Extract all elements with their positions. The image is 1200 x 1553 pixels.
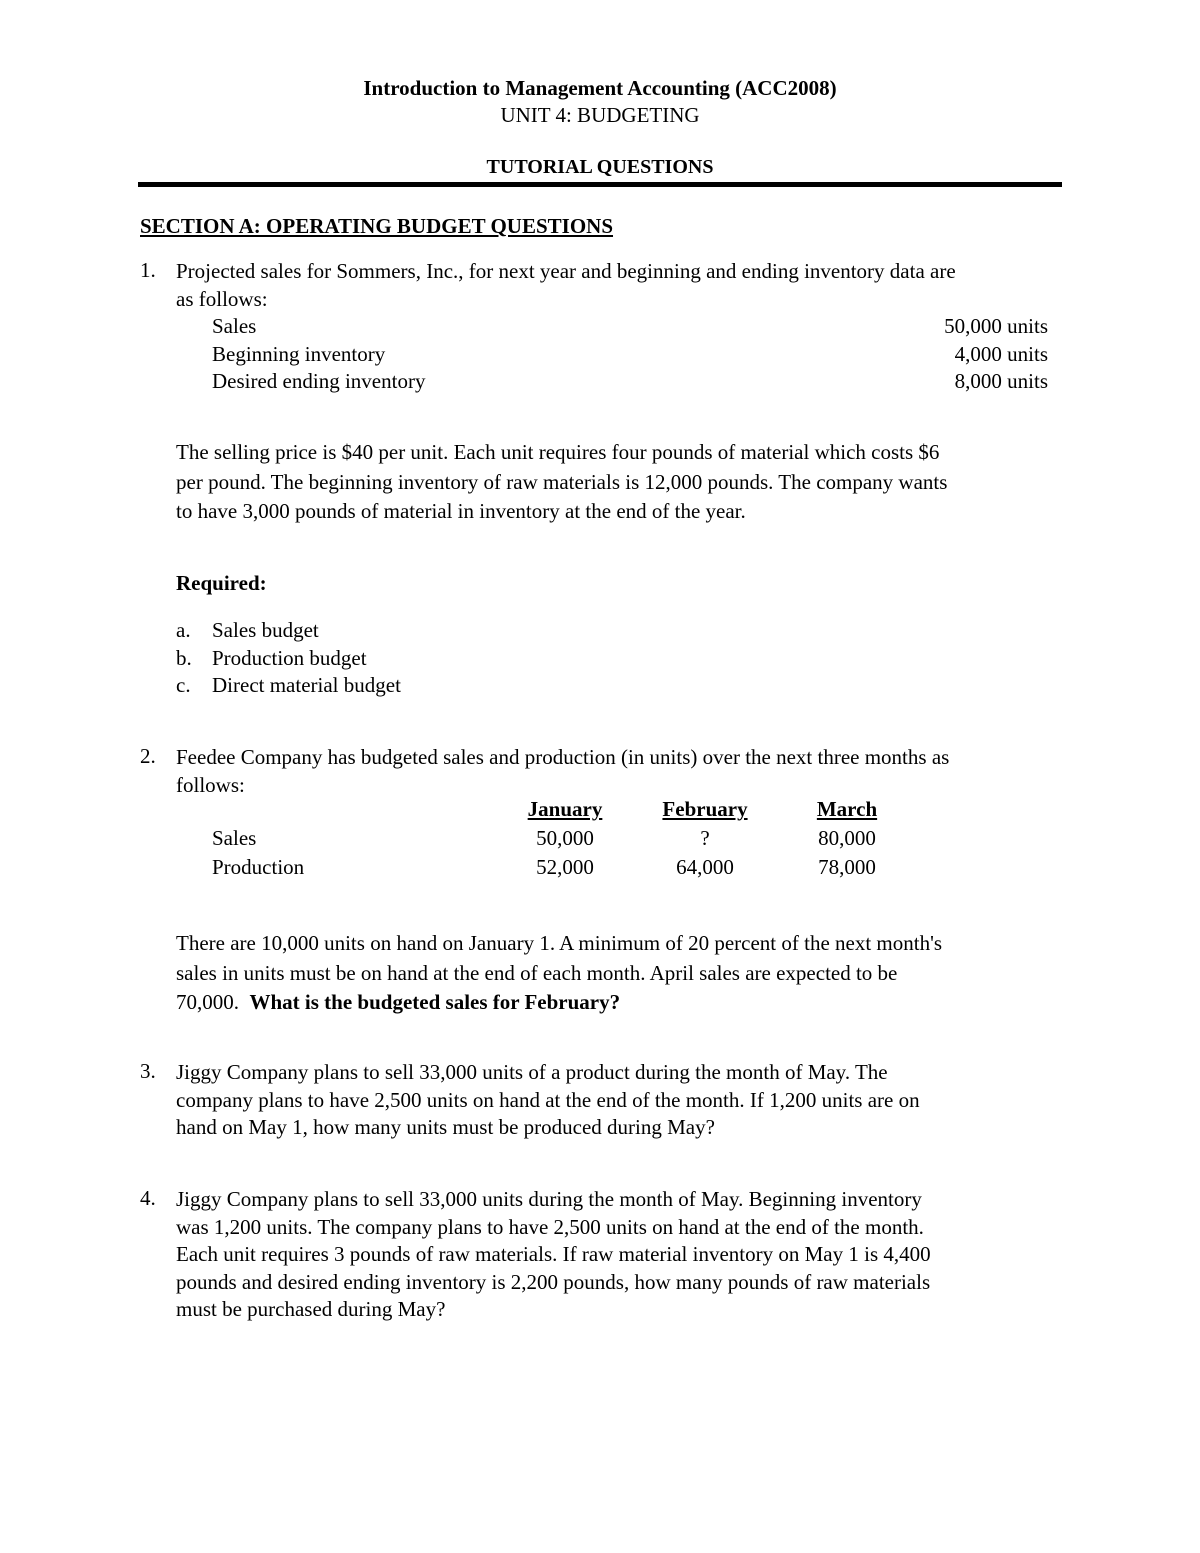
question-4-text (176, 1186, 931, 1324)
question-4-line: Jiggy Company plans to sell 33,000 units during the month of May. Beginning inventory (176, 1187, 922, 1211)
question-4-line: Each unit requires 3 pounds of raw materials. If raw material inventory on May 1 is 4,400 (176, 1242, 931, 1266)
question-3-number: 3. (140, 1059, 156, 1083)
paragraph-line: sales in units must be on hand at the end of each month. April sales are expected to be (176, 960, 898, 985)
question-1-intro (176, 258, 956, 313)
paragraph-line: There are 10,000 units on hand on January 1. A minimum of 20 percent of the next month's (176, 931, 943, 955)
question-4-line: pounds and desired ending inventory is 2,200 pounds, how many pounds of raw materials (176, 1269, 931, 1294)
paragraph-line-final (176, 988, 942, 1018)
question-2-paragraph (176, 929, 942, 1018)
question-4-line: must be purchased during May? (176, 1297, 446, 1321)
inventory-item-value: 4,000 units (954, 341, 1048, 366)
question-3-line: hand on May 1, how many units must be produced during May? (176, 1115, 715, 1139)
section-title: SECTION A: OPERATING BUDGET QUESTIONS (140, 214, 614, 238)
question-4-number: 4. (140, 1186, 156, 1210)
tutorial-subtitle: TUTORIAL QUESTIONS (486, 156, 714, 178)
required-letters (176, 617, 192, 700)
required-letter: a. (176, 618, 191, 642)
question-1-inventory-values (848, 313, 1048, 396)
question-1-paragraph (176, 438, 947, 527)
inventory-item-label: Desired ending inventory (212, 369, 426, 393)
paragraph-line: per pound. The beginning inventory of raw materials is 12,000 pounds. The company wants (176, 469, 948, 494)
table-row-label-sales: Sales (212, 826, 257, 850)
table-row-label-production: Production (212, 855, 305, 879)
question-2-intro-line: follows: (176, 772, 245, 797)
question-2-intro (176, 744, 949, 799)
month-header-february: February (662, 797, 748, 821)
table-cell: ? (700, 826, 710, 850)
question-4-line: was 1,200 units. The company plans to have 2,500 units on hand at the end of the month. (176, 1214, 924, 1239)
question-2-number: 2. (140, 744, 156, 768)
month-header-january: January (527, 797, 603, 821)
unit-title: UNIT 4: BUDGETING (500, 103, 700, 127)
question-2-intro-line: Feedee Company has budgeted sales and production (in units) over the next three months as (176, 745, 950, 769)
required-items (212, 617, 401, 700)
required-letter: c. (176, 673, 191, 697)
question-2-prompt: What is the budgeted sales for February? (249, 990, 621, 1014)
table-cell: 52,000 (536, 855, 594, 879)
paragraph-line: to have 3,000 pounds of material in inventory at the end of the year. (176, 499, 746, 523)
paragraph-plain-text: 70,000. (176, 990, 250, 1014)
question-3-line: company plans to have 2,500 units on hand at the end of the month. If 1,200 units are on (176, 1087, 920, 1112)
question-1-intro-line: as follows: (176, 286, 268, 311)
required-item: Production budget (212, 645, 367, 670)
inventory-item-value: 50,000 units (944, 314, 1048, 338)
table-cell: 78,000 (818, 855, 876, 879)
inventory-item-label: Sales (212, 314, 257, 338)
inventory-item-label: Beginning inventory (212, 341, 386, 366)
required-item: Direct material budget (212, 673, 401, 697)
question-3-line: Jiggy Company plans to sell 33,000 units of a product during the month of May. The (176, 1060, 888, 1084)
table-cell: 50,000 (536, 826, 594, 850)
table-cell: 80,000 (818, 826, 876, 850)
required-heading: Required: (176, 571, 267, 595)
question-1-number: 1. (140, 258, 156, 282)
question-1-inventory-labels (212, 313, 425, 396)
question-3-text (176, 1059, 920, 1142)
required-item: Sales budget (212, 618, 319, 642)
header-divider (138, 182, 1062, 187)
required-letter: b. (176, 645, 192, 670)
question-1-intro-line: Projected sales for Sommers, Inc., for next year and beginning and ending inventory data are (176, 259, 956, 283)
course-title: Introduction to Management Accounting (ACC2008) (363, 76, 837, 100)
inventory-item-value: 8,000 units (954, 369, 1048, 393)
paragraph-line: The selling price is $40 per unit. Each unit requires four pounds of material which costs $6 (176, 440, 940, 464)
month-header-march: March (816, 797, 878, 821)
table-cell: 64,000 (676, 855, 734, 879)
